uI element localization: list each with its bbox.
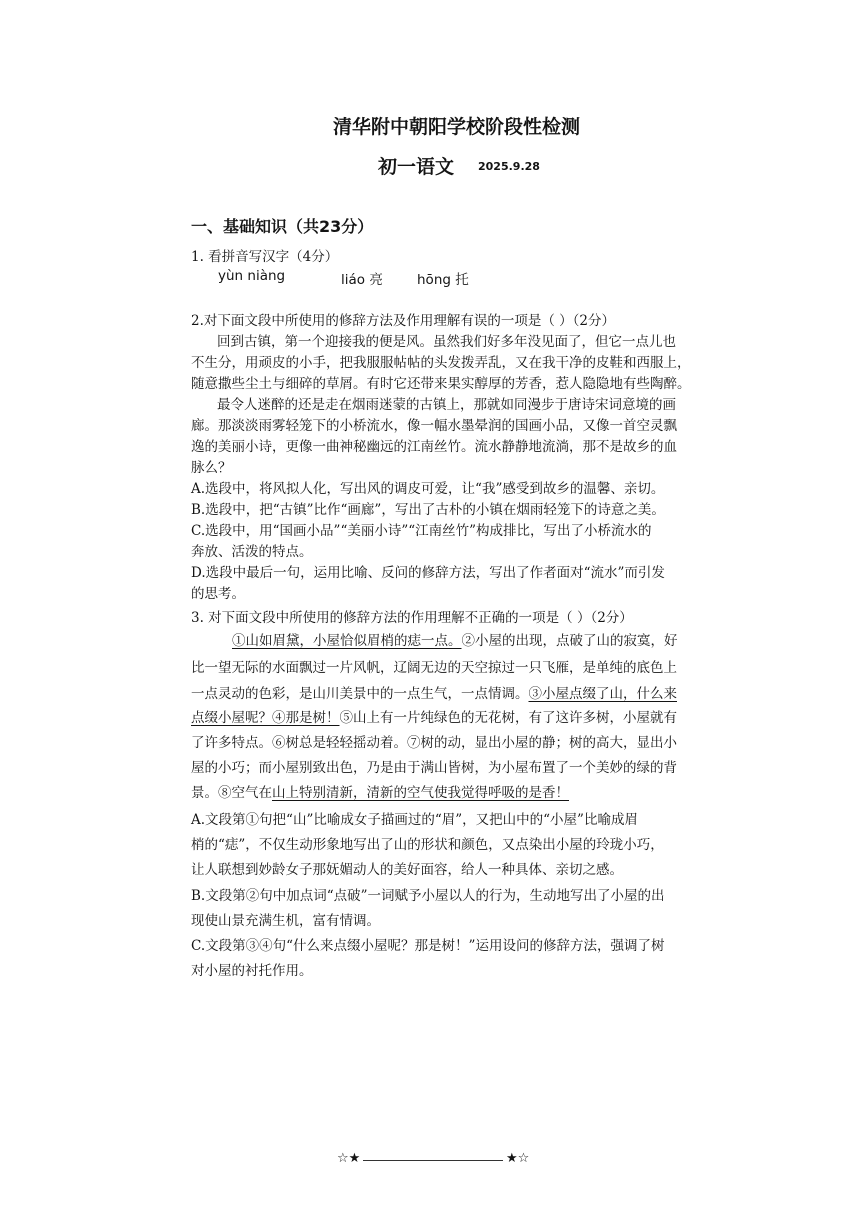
q3-option-c: C.文段第③④句“什么来点缀小屋呢？那是树！”运用设问的修辞方法，强调了树	[191, 938, 665, 954]
q2-passage-line: 廊。那淡淡雨雾轻笼下的小桥流水，像一幅水墨晕润的国画小品，又像一首空灵飘	[191, 418, 677, 434]
q3-option-b-cont: 现使山景充满生机，富有情调。	[191, 913, 380, 929]
q2-option-c-cont: 奔放、活泼的特点。	[191, 544, 313, 560]
q3-sentence-2: ②小屋的出现，点破了山的寂寞，好	[461, 633, 678, 649]
q1-stem: 1. 看拼音写汉字（4分）	[191, 249, 339, 265]
q3-option-c-cont: 对小屋的衬托作用。	[191, 963, 313, 979]
q2-passage-line: 脉么？	[191, 460, 232, 476]
q2-option-d: D.选段中最后一句，运用比喻、反问的修辞方法，写出了作者面对“流水”而引发	[191, 565, 665, 581]
q2-option-a: A.选段中，将风拟人化，写出风的调皮可爱，让“我”感受到故乡的温馨、亲切。	[191, 481, 665, 497]
q2-passage-line: 不生分，用顽皮的小手，把我服服帖帖的头发拨弄乱，又在我干净的皮鞋和西服上，	[191, 355, 691, 371]
q3-option-a-cont: 让人联想到妙龄女子那妩媚动人的美好面容，给人一种具体、亲切之感。	[191, 862, 623, 878]
q2-passage-line: 最令人迷醉的还是走在烟雨迷蒙的古镇上，那就如同漫步于唐诗宋词意境的画	[217, 397, 676, 413]
q2-option-b: B.选段中，把“古镇”比作“画廊”，写出了古朴的小镇在烟雨轻笼下的诗意之美。	[191, 502, 665, 518]
q3-underlined-sentence-3: ③小屋点缀了山，什么来	[528, 686, 677, 702]
q2-passage-line: 随意撒些尘土与细碎的草屑。有时它还带来果实醇厚的芳香，惹人隐隐地有些陶醉。	[191, 376, 691, 392]
q1-item-1: yùn niàng	[218, 268, 286, 284]
q3-option-a-cont: 梢的“痣”，不仅生动形象地写出了山的形状和颜色，又点染出小屋的玲珑小巧，	[191, 837, 664, 853]
q3-text: ⑤山上有一片纯绿色的无花树，有了这许多树，小屋就有	[339, 710, 677, 726]
q1-item-3: hōng 托	[417, 272, 469, 288]
q3-option-b: B.文段第②句中加点词“点破”一词赋予小屋以人的行为，生动地写出了小屋的出	[191, 888, 665, 904]
q2-option-d-cont: 的思考。	[191, 586, 245, 602]
section-heading: 一、基础知识（共23分）	[191, 217, 374, 236]
q3-passage-line	[191, 682, 677, 702]
footer-divider	[363, 1160, 503, 1161]
q2-passage-line: 回到古镇，第一个迎接我的便是风。虽然我们好多年没见面了，但它一点儿也	[217, 334, 676, 350]
q3-passage-line	[232, 629, 678, 649]
q3-text: 景。⑧空气在	[191, 785, 272, 801]
footer-left-stars-icon: ☆★	[337, 1151, 361, 1166]
q3-stem: 3. 对下面文段中所使用的修辞方法的作用理解不正确的一项是（ ）（2分）	[191, 610, 633, 626]
q3-underlined-sentence-1: ①山如眉黛，小屋恰似眉梢的痣一点。	[232, 633, 462, 649]
q3-underlined-sentence-4: 点缀小屋呢？④那是树！	[191, 710, 340, 726]
q3-option-a: A.文段第①句把“山”比喻成女子描画过的“眉”，又把山中的“小屋”比喻成眉	[191, 812, 638, 828]
q2-stem: 2.对下面文段中所使用的修辞方法及作用理解有误的一项是（ ）（2分）	[191, 313, 616, 329]
q3-text: 一点灵动的色彩，是山川美景中的一点生气，一点情调。	[191, 686, 529, 702]
q2-passage-line: 逸的美丽小诗，更像一曲神秘幽远的江南丝竹。流水静静地流淌，那不是故乡的血	[191, 439, 677, 455]
exam-title: 清华附中朝阳学校阶段性检测	[333, 116, 581, 138]
q3-passage-line	[191, 706, 677, 726]
q3-underlined-sentence-8: 山上特别清新，清新的空气使我觉得呼吸的是香！	[272, 785, 569, 801]
subject-title: 初一语文	[378, 156, 455, 178]
q3-passage-line: 屋的小巧；而小屋别致出色，乃是由于满山皆树，为小屋布置了一个美妙的绿的背	[191, 760, 677, 776]
q3-passage-line: 比一望无际的水面飘过一片风帆，辽阔无边的天空掠过一只飞雁，是单纯的底色上	[191, 660, 677, 676]
exam-date: 2025.9.28	[478, 160, 540, 173]
footer-right-stars-icon: ★☆	[506, 1151, 530, 1166]
q3-passage-line	[191, 781, 569, 801]
q3-passage-line: 了许多特点。⑥树总是轻轻摇动着。⑦树的动，显出小屋的静；树的高大，显出小	[191, 735, 677, 751]
q2-option-c: C.选段中，用“国画小品”“美丽小诗”“江南丝竹”构成排比，写出了小桥流水的	[191, 523, 652, 539]
q1-item-2: liáo 亮	[341, 272, 383, 288]
